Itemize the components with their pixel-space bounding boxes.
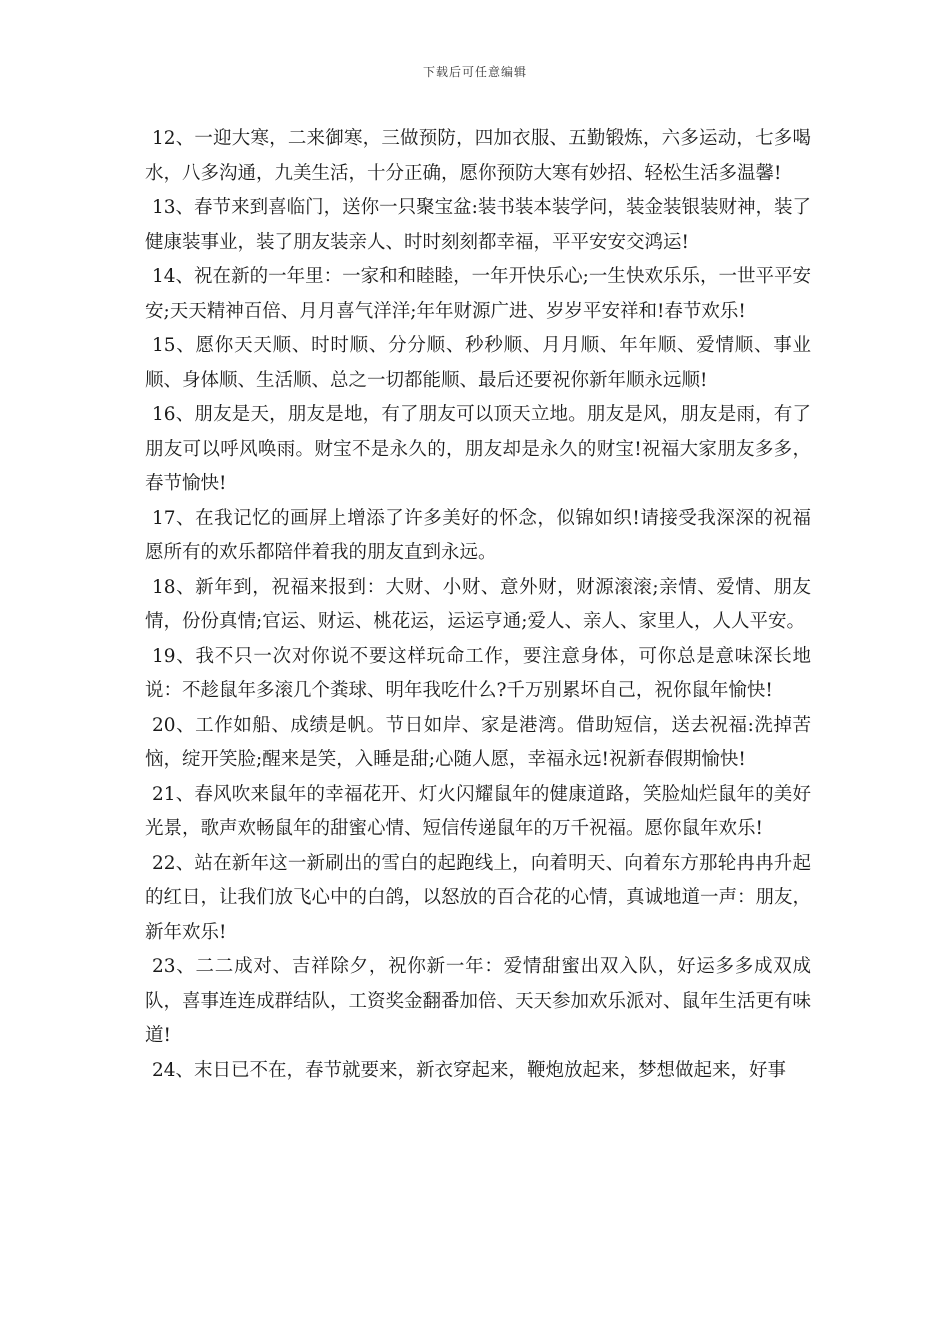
paragraph-20: 20、工作如船、成绩是帆。节日如岸、家是港湾。借助短信，送去祝福:洗掉苦恼，绽开笑脸;醒来是笑，入睡是甜;心随人愿，幸福永远!祝新春假期愉快! [145, 714, 811, 770]
paragraph-19: 19、我不只一次对你说不要这样玩命工作，要注意身体，可你总是意味深长地说：不趁鼠年多滚几个粪球、明年我吃什么?千万别累坏自己，祝你鼠年愉快! [145, 645, 811, 701]
paragraph-18: 18、新年到，祝福来报到：大财、小财、意外财，财源滚滚;亲情、爱情、朋友情，份份真情;官运、财运、桃花运，运运亨通;爱人、亲人、家里人，人人平安。 [145, 576, 811, 632]
page-header-note: 下载后可任意编辑 [422, 65, 527, 79]
paragraph-12: 12、一迎大寒，二来御寒，三做预防，四加衣服、五勤锻炼，六多运动，七多喝水，八多沟通，九美生活，十分正确，愿你预防大寒有妙招、轻松生活多温馨! [145, 128, 811, 184]
paragraph-23: 23、二二成对、吉祥除夕，祝你新一年：爱情甜蜜出双入队，好运多多成双成队，喜事连连成群结队，工资奖金翻番加倍、天天参加欢乐派对、鼠年生活更有味道! [145, 956, 812, 1046]
paragraph-24: 24、末日已不在，春节就要来，新衣穿起来，鞭炮放起来，梦想做起来，好事 [152, 1059, 787, 1081]
paragraph-15: 15、愿你天天顺、时时顺、分分顺、秒秒顺、月月顺、年年顺、爱情顺、事业顺、身体顺、生活顺、总之一切都能顺、最后还要祝你新年顺永远顺! [145, 335, 811, 391]
document-body [145, 122, 811, 1088]
paragraph-13: 13、春节来到喜临门，送你一只聚宝盆:装书装本装学问，装金装银装财神，装了健康装事业，装了朋友装亲人、时时刻刻都幸福，平平安安交鸿运! [145, 197, 811, 253]
paragraph-21: 21、春风吹来鼠年的幸福花开、灯火闪耀鼠年的健康道路，笑脸灿烂鼠年的美好光景，歌声欢畅鼠年的甜蜜心情、短信传递鼠年的万千祝福。愿你鼠年欢乐! [145, 783, 811, 839]
paragraph-22: 22、站在新年这一新刷出的雪白的起跑线上，向着明天、向着东方那轮冉冉升起的红日，让我们放飞心中的白鸽，以怒放的百合花的心情，真诚地道一声：朋友，新年欢乐! [145, 852, 812, 943]
paragraph-17: 17、在我记忆的画屏上增添了许多美好的怀念，似锦如织!请接受我深深的祝福愿所有的欢乐都陪伴着我的朋友直到永远。 [145, 507, 811, 563]
paragraph-16: 16、朋友是天，朋友是地，有了朋友可以顶天立地。朋友是风，朋友是雨，有了朋友可以呼风唤雨。财宝不是永久的，朋友却是永久的财宝!祝福大家朋友多多，春节愉快! [145, 404, 811, 494]
paragraph-14: 14、祝在新的一年里：一家和和睦睦，一年开快乐心;一生快欢乐乐，一世平平安安;天天精神百倍、月月喜气洋洋;年年财源广进、岁岁平安祥和!春节欢乐! [145, 266, 811, 322]
